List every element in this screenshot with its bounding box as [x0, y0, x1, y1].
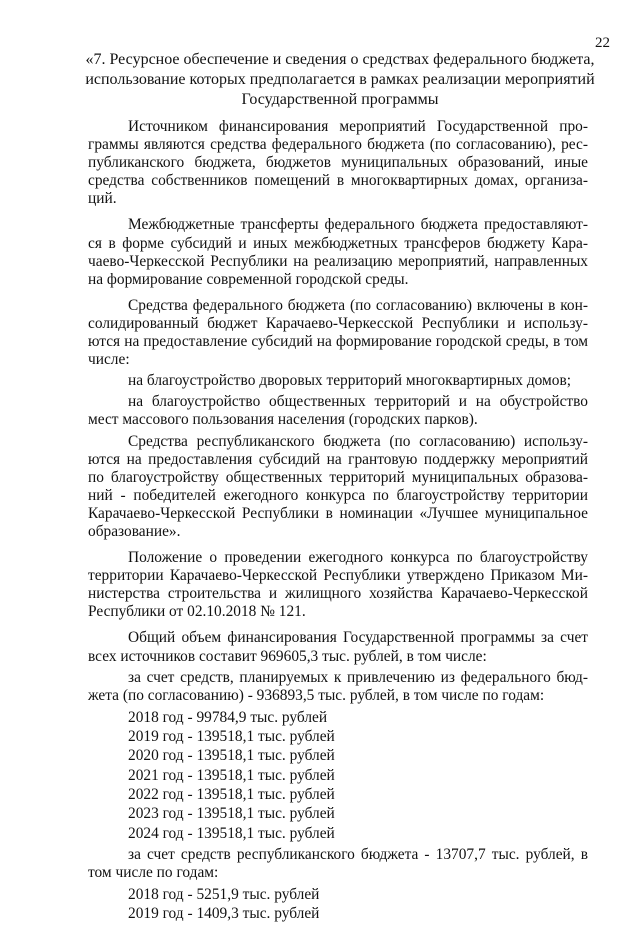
list-item: на благоустройство общественных территорий и на обустройство мест массового пользования населения (городских парков).	[88, 393, 588, 429]
section-heading	[80, 50, 600, 110]
list-item: на благоустройство дворовых территорий многоквартирных домов;	[128, 372, 572, 390]
page-number: 22	[595, 35, 610, 51]
year-line: 2019 год - 139518,1 тыс. рублей	[128, 728, 335, 746]
paragraph-republic-funds: Средства республиканского бюджета (по согласованию) используются на предоставления субсидий на грантовую поддержку мероприятий по благоустройству общественных территорий муниципальных образований - победителей ежегодного конкурса по благоустройству территории Карачаево-Черкесской Республики в номинации «Лучшее муниципальное образование».	[88, 432, 588, 540]
paragraph-republic-budget: за счет средств республиканского бюджета - 13707,7 тыс. рублей, в том числе по годам:	[88, 845, 588, 881]
year-line: 2019 год - 1409,3 тыс. рублей	[128, 905, 320, 923]
heading-line-1: «7. Ресурсное обеспечение и сведения о средствах федерального бюджета,	[85, 51, 595, 68]
document-body	[88, 118, 588, 927]
heading-line-2: использование которых предполагается в рамках реализации мероприятий	[85, 71, 595, 88]
paragraph-total-financing: Общий объем финансирования Государственной программы за счет всех источников составит 969605,3 тыс. рублей, в том числе:	[88, 629, 588, 665]
year-line: 2021 год - 139518,1 тыс. рублей	[128, 766, 335, 784]
year-line: 2020 год - 139518,1 тыс. рублей	[128, 747, 335, 765]
year-line: 2024 год - 139518,1 тыс. рублей	[128, 824, 335, 842]
republic-year-list	[88, 885, 588, 924]
year-line: 2022 год - 139518,1 тыс. рублей	[128, 786, 335, 803]
year-line: 2023 год - 139518,1 тыс. рублей	[128, 805, 335, 823]
paragraph-contest-regulation: Положение о проведении ежегодного конкурса по благоустройству территории Карачаево-Черкесской Республики утверждено Приказом Министерства строительства и жилищного хозяйства Карачаево-Черкесской Республики от 02.10.2018 № 121.	[88, 549, 588, 621]
paragraph-federal-attracted: за счет средств, планируемых к привлечению из федерального бюджета (по согласованию) - 936893,5 тыс. рублей, в том числе по годам:	[88, 668, 588, 704]
heading-line-3: Государственной программы	[241, 91, 439, 108]
year-line: 2018 год - 5251,9 тыс. рублей	[128, 886, 320, 904]
paragraph-interbudget-transfers: Межбюджетные трансферты федерального бюджета предоставляются в форме субсидий и иных межбюджетных трансферов бюджету Карачаево-Черкесской Республики на реализацию мероприятий, направленных на формирование современной городской среды.	[88, 216, 588, 288]
paragraph-federal-funds: Средства федерального бюджета (по согласованию) включены в консолидированный бюджет Карачаево-Черкесской Республики и используются на предоставление субсидий на формирование городской среды, в том числе:	[88, 296, 588, 369]
year-line: 2018 год - 99784,9 тыс. рублей	[128, 708, 328, 726]
paragraph-funding-sources: Источником финансирования мероприятий Государственной программы являются средства федерального бюджета (по согласованию), республиканского бюджета, бюджетов муниципальных образований, иные средства собственников помещений в многоквартирных домах, организаций.	[88, 118, 588, 208]
federal-year-list	[88, 708, 588, 843]
